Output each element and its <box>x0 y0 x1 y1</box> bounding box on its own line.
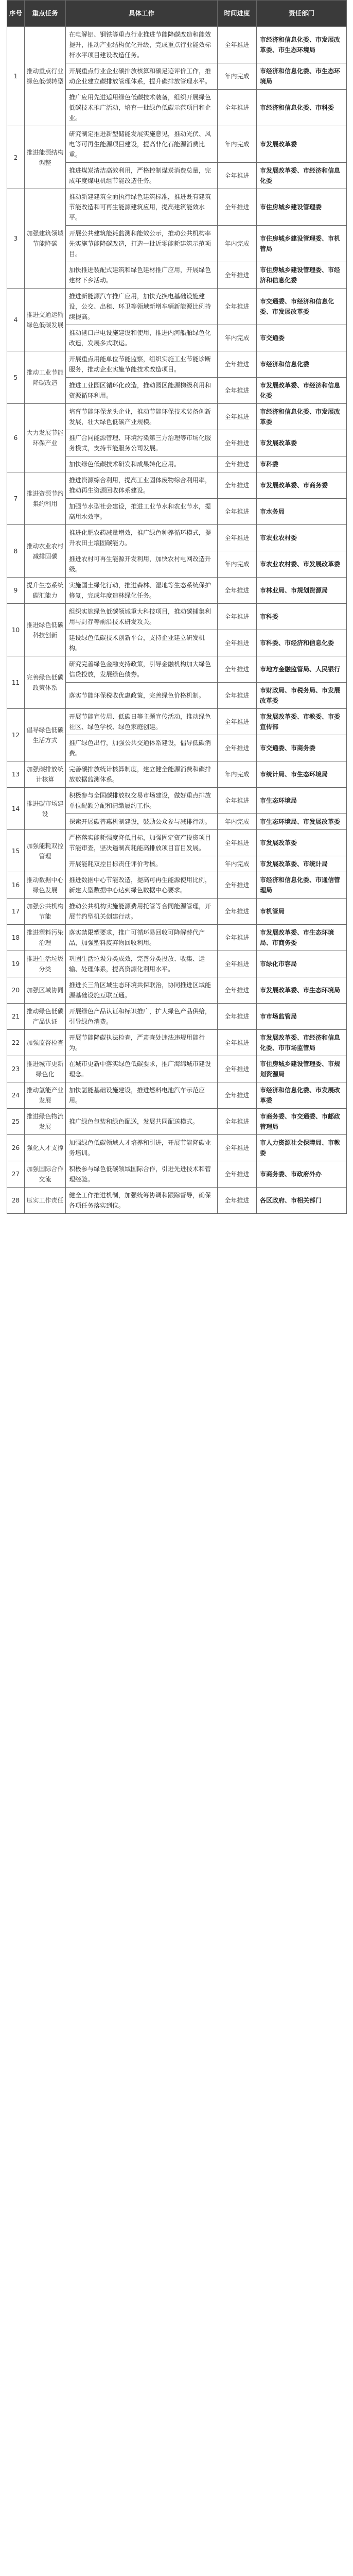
cell-seq: 5 <box>7 351 25 404</box>
cell-dept: 市生态环境局、市发展改革委 <box>257 814 347 830</box>
cell-seq: 13 <box>7 761 25 788</box>
cell-seq: 21 <box>7 1004 25 1030</box>
cell-seq: 24 <box>7 1082 25 1109</box>
cell-dept: 市发展改革委、市教委、市委宣传部 <box>257 709 347 735</box>
cell-dept: 市商务委、市交通委、市邮政管理局 <box>257 1109 347 1135</box>
cell-seq: 4 <box>7 289 25 351</box>
cell-time: 全年推进 <box>218 788 257 814</box>
table-row <box>7 1135 347 1161</box>
cell-time: 年内完成 <box>218 126 257 163</box>
cell-content: 积极参与绿色低碳领域国际合作，引进先进技术和管理经验。 <box>66 1161 218 1188</box>
cell-content: 开展能耗双控目标责任评价考核。 <box>66 856 218 872</box>
cell-content: 加强节水型社会建设，推进工业节水和农业节水，提高用水效率。 <box>66 499 218 525</box>
cell-dept: 市人力资源社会保障局、市教委 <box>257 1135 347 1161</box>
cell-focus: 推动农业农村减排固碳 <box>25 525 66 578</box>
cell-content: 建设绿色低碳技术创新平台，支持企业建立研发机构。 <box>66 630 218 656</box>
cell-focus: 加强碳排放统计核算 <box>25 761 66 788</box>
cell-focus: 强化人才支撑 <box>25 1135 66 1161</box>
cell-time: 全年推进 <box>218 189 257 226</box>
cell-time: 全年推进 <box>218 977 257 1004</box>
cell-content: 加快氢能基础设施建设，推进燃料电池汽车示范应用。 <box>66 1082 218 1109</box>
table-row <box>7 977 347 1004</box>
cell-content: 推广应用先进适用绿色低碳技术装备，组织开展绿色低碳技术推广活动，培育一批绿色低碳示范项目和企业。 <box>66 90 218 126</box>
cell-seq: 25 <box>7 1109 25 1135</box>
cell-dept: 市经济和信息化委 <box>257 351 347 378</box>
cell-content: 加快推进装配式建筑和绿色建材推广应用，开展绿色建材下乡活动。 <box>66 262 218 289</box>
cell-seq: 9 <box>7 578 25 604</box>
cell-seq: 27 <box>7 1161 25 1188</box>
cell-dept: 市交通委 <box>257 325 347 351</box>
cell-time: 全年推进 <box>218 925 257 951</box>
cell-focus: 倡导绿色低碳生活方式 <box>25 709 66 761</box>
cell-time: 年内完成 <box>218 814 257 830</box>
cell-focus: 推动工业节能降碳改造 <box>25 351 66 404</box>
cell-seq: 3 <box>7 189 25 289</box>
task-table <box>7 0 347 1214</box>
cell-time: 年内完成 <box>218 761 257 788</box>
cell-focus: 推进能源结构调整 <box>25 126 66 189</box>
cell-seq: 14 <box>7 788 25 830</box>
cell-dept: 市住房城乡建设管理委、市机管局 <box>257 226 347 262</box>
cell-content: 推广绿色出行，加强公共交通体系建设，倡导低碳消费。 <box>66 735 218 761</box>
cell-time: 全年推进 <box>218 499 257 525</box>
cell-seq: 16 <box>7 872 25 899</box>
cell-time: 全年推进 <box>218 683 257 709</box>
cell-content: 加快绿色低碳技术研发和成果转化应用。 <box>66 456 218 472</box>
cell-content: 研究完善绿色金融支持政策，引导金融机构加大绿色信贷投放，发展绿色债券。 <box>66 656 218 683</box>
cell-content: 巩固生活垃圾分类成效，完善分类投放、收集、运输、处理体系，提高资源化利用水平。 <box>66 951 218 977</box>
table-row <box>7 126 347 163</box>
cell-time: 全年推进 <box>218 472 257 499</box>
cell-content: 推进长三角区域生态环境共保联治，协同推进区域能源基础设施互联互通。 <box>66 977 218 1004</box>
cell-focus: 推进绿色低碳科技创新 <box>25 604 66 656</box>
cell-content: 推进资源综合利用，提高工业固体废物综合利用率，推动再生资源回收体系建设。 <box>66 472 218 499</box>
cell-dept: 市交通委、市经济和信息化委、市发展改革委 <box>257 289 347 325</box>
cell-content: 组织实施绿色低碳领域重大科技项目，推动碳捕集利用与封存等前沿技术研发攻关。 <box>66 604 218 630</box>
cell-dept: 市农业农村委 <box>257 525 347 551</box>
table-row <box>7 604 347 630</box>
cell-time: 全年推进 <box>218 1082 257 1109</box>
cell-content: 实施国土绿化行动，推进森林、湿地等生态系统保护修复，完成年度造林绿化任务。 <box>66 578 218 604</box>
table-row <box>7 404 347 430</box>
cell-time: 全年推进 <box>218 709 257 735</box>
cell-focus: 推动重点行业绿色低碳转型 <box>25 27 66 126</box>
cell-time: 全年推进 <box>218 456 257 472</box>
cell-time: 全年推进 <box>218 656 257 683</box>
cell-time: 全年推进 <box>218 630 257 656</box>
cell-dept: 市农业农村委、市发展改革委 <box>257 551 347 578</box>
cell-time: 全年推进 <box>218 1188 257 1214</box>
cell-content: 在城市更新中落实绿色低碳要求，推广海绵城市建设理念。 <box>66 1056 218 1082</box>
cell-time: 全年推进 <box>218 604 257 630</box>
table-body <box>7 27 347 1214</box>
cell-time: 年内完成 <box>218 226 257 262</box>
cell-seq: 10 <box>7 604 25 656</box>
cell-dept: 市机管局 <box>257 899 347 925</box>
cell-dept: 市科委 <box>257 604 347 630</box>
cell-seq: 12 <box>7 709 25 761</box>
table-row <box>7 1030 347 1056</box>
table-row <box>7 472 347 499</box>
cell-content: 落实禁限塑要求，推广可循环易回收可降解替代产品，加强塑料废弃物回收利用。 <box>66 925 218 951</box>
cell-content: 加强绿色低碳领域人才培养和引进，开展节能降碳业务培训。 <box>66 1135 218 1161</box>
cell-time: 全年推进 <box>218 830 257 856</box>
cell-time: 全年推进 <box>218 578 257 604</box>
table-row <box>7 761 347 788</box>
cell-time: 全年推进 <box>218 27 257 63</box>
cell-dept: 各区政府、市相关部门 <box>257 1188 347 1214</box>
cell-time: 年内完成 <box>218 325 257 351</box>
cell-time: 全年推进 <box>218 1161 257 1188</box>
cell-content: 推广绿色包装和绿色配送，发展共同配送模式。 <box>66 1109 218 1135</box>
cell-content: 推动港口岸电设施建设和使用，推进内河船舶绿色化改造，发展多式联运。 <box>66 325 218 351</box>
table-row <box>7 27 347 63</box>
cell-seq: 19 <box>7 951 25 977</box>
table-row <box>7 872 347 899</box>
cell-content: 积极参与全国碳排放权交易市场建设，做好重点排放单位配额分配和清缴履约工作。 <box>66 788 218 814</box>
cell-time: 全年推进 <box>218 351 257 378</box>
table-row <box>7 899 347 925</box>
cell-content: 推广合同能源管理、环境污染第三方治理等市场化服务模式，支持节能服务公司发展。 <box>66 430 218 456</box>
cell-seq: 23 <box>7 1056 25 1082</box>
cell-time: 全年推进 <box>218 525 257 551</box>
cell-content: 开展重点用能单位节能监察，组织实施工业节能诊断服务，推动企业实施节能技术改造项目。 <box>66 351 218 378</box>
cell-time: 全年推进 <box>218 735 257 761</box>
cell-seq: 1 <box>7 27 25 126</box>
cell-content: 推进农村可再生能源开发利用，加快农村电网改造升级。 <box>66 551 218 578</box>
table-row <box>7 709 347 735</box>
cell-focus: 压实工作责任 <box>25 1188 66 1214</box>
cell-focus: 加强区域协同 <box>25 977 66 1004</box>
table-row <box>7 289 347 325</box>
header-time: 时间进度 <box>218 1 257 27</box>
cell-focus: 加强能耗双控管理 <box>25 830 66 872</box>
cell-dept: 市林业局、市规划资源局 <box>257 578 347 604</box>
cell-dept: 市发展改革委 <box>257 430 347 456</box>
cell-focus: 完善绿色低碳政策体系 <box>25 656 66 709</box>
table-row <box>7 351 347 378</box>
cell-focus: 推进绿色物流发展 <box>25 1109 66 1135</box>
cell-dept: 市科委、市经济和信息化委 <box>257 630 347 656</box>
cell-time: 全年推进 <box>218 899 257 925</box>
cell-focus: 推进生活垃圾分类 <box>25 951 66 977</box>
cell-dept: 市住房城乡建设管理委、市经济和信息化委 <box>257 262 347 289</box>
table-row <box>7 1082 347 1109</box>
cell-dept: 市住房城乡建设管理委 <box>257 189 347 226</box>
cell-focus: 加强公共机构节能 <box>25 899 66 925</box>
cell-time: 全年推进 <box>218 951 257 977</box>
header-focus: 重点任务 <box>25 1 66 27</box>
table-row <box>7 925 347 951</box>
table-row <box>7 1056 347 1082</box>
cell-content: 在电解铝、钢铁等重点行业推进节能降碳改造和能效提升，推动产业结构优化升级，完成重点行业能效标杆水平项目建设改造任务。 <box>66 27 218 63</box>
cell-focus: 推动数据中心绿色发展 <box>25 872 66 899</box>
cell-dept: 市发展改革委、市统计局 <box>257 856 347 872</box>
cell-seq: 6 <box>7 404 25 472</box>
cell-focus: 加强建筑领域节能降碳 <box>25 189 66 289</box>
cell-time: 全年推进 <box>218 1030 257 1056</box>
table-row <box>7 1109 347 1135</box>
cell-focus: 提升生态系统碳汇能力 <box>25 578 66 604</box>
cell-dept: 市科委 <box>257 456 347 472</box>
cell-content: 开展节能宣传周、低碳日等主题宣传活动，推动绿色社区、绿色学校、绿色家庭创建。 <box>66 709 218 735</box>
cell-dept: 市发展改革委、市经济和信息化委 <box>257 163 347 189</box>
cell-dept: 市发展改革委、市经济和信息化委 <box>257 378 347 404</box>
cell-content: 严格落实能耗强度降低目标，加强固定资产投资项目节能审查，坚决遏制高耗能高排放项目盲目发展。 <box>66 830 218 856</box>
cell-dept: 市住房城乡建设管理委、市规划资源局 <box>257 1056 347 1082</box>
cell-dept: 市发展改革委、市生态环境局、市商务委 <box>257 925 347 951</box>
cell-time: 全年推进 <box>218 1135 257 1161</box>
cell-seq: 8 <box>7 525 25 578</box>
cell-dept: 市水务局 <box>257 499 347 525</box>
cell-content: 开展公共建筑能耗监测和能效公示，推动公共机构率先实施节能降碳改造，打造一批近零能耗建筑示范项目。 <box>66 226 218 262</box>
cell-content: 推动公共机构实施能源费用托管等合同能源管理，开展节约型机关创建行动。 <box>66 899 218 925</box>
cell-focus: 推进城市更新绿色化 <box>25 1056 66 1082</box>
cell-dept: 市发展改革委、市商务委 <box>257 472 347 499</box>
cell-content: 推进工业园区循环化改造，推动园区能源梯级利用和资源循环利用。 <box>66 378 218 404</box>
cell-content: 健全工作推进机制，加强统筹协调和跟踪督导，确保各项任务落实到位。 <box>66 1188 218 1214</box>
cell-seq: 11 <box>7 656 25 709</box>
cell-content: 开展节能降碳执法检查，严肃查处违法违规用能行为。 <box>66 1030 218 1056</box>
cell-seq: 7 <box>7 472 25 525</box>
cell-dept: 市地方金融监管局、人民银行 <box>257 656 347 683</box>
cell-dept: 市统计局、市生态环境局 <box>257 761 347 788</box>
cell-dept: 市财政局、市税务局、市发展改革委 <box>257 683 347 709</box>
cell-content: 推进煤炭清洁高效利用，严格控制煤炭消费总量，完成年度煤电机组节能改造任务。 <box>66 163 218 189</box>
header-seq: 序号 <box>7 1 25 27</box>
cell-dept: 市经济和信息化委、市发展改革委、市生态环境局 <box>257 27 347 63</box>
cell-seq: 2 <box>7 126 25 189</box>
cell-time: 全年推进 <box>218 404 257 430</box>
cell-content: 探索开展碳普惠机制建设，鼓励公众参与减排行动。 <box>66 814 218 830</box>
table-row <box>7 830 347 856</box>
cell-seq: 17 <box>7 899 25 925</box>
cell-dept: 市发展改革委、市生态环境局 <box>257 977 347 1004</box>
cell-dept: 市发展改革委 <box>257 126 347 163</box>
cell-focus: 推动绿色低碳产品认证 <box>25 1004 66 1030</box>
cell-focus: 加强国际合作交流 <box>25 1161 66 1188</box>
cell-content: 落实节能环保税收优惠政策，完善绿色价格机制。 <box>66 683 218 709</box>
cell-time: 全年推进 <box>218 90 257 126</box>
cell-dept: 市绿化市容局 <box>257 951 347 977</box>
cell-time: 全年推进 <box>218 378 257 404</box>
cell-dept: 市市场监管局 <box>257 1004 347 1030</box>
cell-content: 推进数据中心节能改造，提高可再生能源使用比例，新建大型数据中心达到绿色数据中心要求。 <box>66 872 218 899</box>
cell-content: 研究制定推进新型储能发展实施意见，推动光伏、风电等可再生能源项目建设，提高非化石能源消费比重。 <box>66 126 218 163</box>
cell-content: 推进新能源汽车推广应用，加快充换电基础设施建设，公交、出租、环卫等领域新增车辆新能源比例持续提高。 <box>66 289 218 325</box>
cell-dept: 市生态环境局 <box>257 788 347 814</box>
cell-time: 年内完成 <box>218 856 257 872</box>
cell-seq: 22 <box>7 1030 25 1056</box>
table-row <box>7 578 347 604</box>
cell-focus: 推进塑料污染治理 <box>25 925 66 951</box>
header-content: 具体工作 <box>66 1 218 27</box>
cell-focus: 推进碳市场建设 <box>25 788 66 830</box>
cell-dept: 市经济和信息化委、市生态环境局 <box>257 63 347 90</box>
cell-time: 全年推进 <box>218 163 257 189</box>
table-row <box>7 525 347 551</box>
header-dept: 责任部门 <box>257 1 347 27</box>
cell-focus: 推进交通运输绿色低碳发展 <box>25 289 66 351</box>
cell-dept: 市经济和信息化委、市发展改革委 <box>257 1082 347 1109</box>
cell-seq: 20 <box>7 977 25 1004</box>
cell-seq: 15 <box>7 830 25 872</box>
cell-time: 全年推进 <box>218 430 257 456</box>
cell-time: 全年推进 <box>218 1109 257 1135</box>
cell-content: 推动新建建筑全面执行绿色建筑标准，推进既有建筑节能改造和可再生能源建筑应用，提高建筑能效水平。 <box>66 189 218 226</box>
cell-time: 年内完成 <box>218 551 257 578</box>
cell-dept: 市发展改革委 <box>257 830 347 856</box>
cell-time: 全年推进 <box>218 1056 257 1082</box>
cell-seq: 18 <box>7 925 25 951</box>
cell-dept: 市发展改革委、市经济和信息化委、市市场监管局 <box>257 1030 347 1056</box>
cell-dept: 市经济和信息化委、市发展改革委 <box>257 404 347 430</box>
table-row <box>7 1188 347 1214</box>
cell-content: 开展重点行业企业碳排放核算和碳足迹评价工作，推动企业建立碳排放管理体系，提升碳排放管理水平。 <box>66 63 218 90</box>
cell-content: 培育节能环保龙头企业，推动节能环保技术装备创新发展，壮大绿色低碳产业规模。 <box>66 404 218 430</box>
cell-seq: 26 <box>7 1135 25 1161</box>
table-row <box>7 1004 347 1030</box>
table-row <box>7 1161 347 1188</box>
cell-time: 全年推进 <box>218 289 257 325</box>
cell-time: 年内完成 <box>218 63 257 90</box>
cell-focus: 推进资源节约集约利用 <box>25 472 66 525</box>
cell-time: 全年推进 <box>218 1004 257 1030</box>
table-row <box>7 788 347 814</box>
cell-time: 全年推进 <box>218 262 257 289</box>
table-row <box>7 189 347 226</box>
cell-dept: 市经济和信息化委、市通信管理局 <box>257 872 347 899</box>
cell-focus: 加强监督检查 <box>25 1030 66 1056</box>
cell-seq: 28 <box>7 1188 25 1214</box>
table-row <box>7 951 347 977</box>
cell-content: 开展绿色产品认证和标识推广，扩大绿色产品供给，引导绿色消费。 <box>66 1004 218 1030</box>
cell-dept: 市商务委、市政府外办 <box>257 1161 347 1188</box>
cell-content: 完善碳排放统计核算制度，建立健全能源消费和碳排放数据监测体系。 <box>66 761 218 788</box>
cell-focus: 推动氢能产业发展 <box>25 1082 66 1109</box>
cell-dept: 市交通委、市商务委 <box>257 735 347 761</box>
cell-content: 推进化肥农药减量增效，推广绿色种养循环模式，提升农田土壤固碳能力。 <box>66 525 218 551</box>
table-row <box>7 656 347 683</box>
cell-dept: 市经济和信息化委、市科委 <box>257 90 347 126</box>
cell-time: 全年推进 <box>218 872 257 899</box>
table-header-row <box>7 1 347 27</box>
cell-focus: 大力发展节能环保产业 <box>25 404 66 472</box>
